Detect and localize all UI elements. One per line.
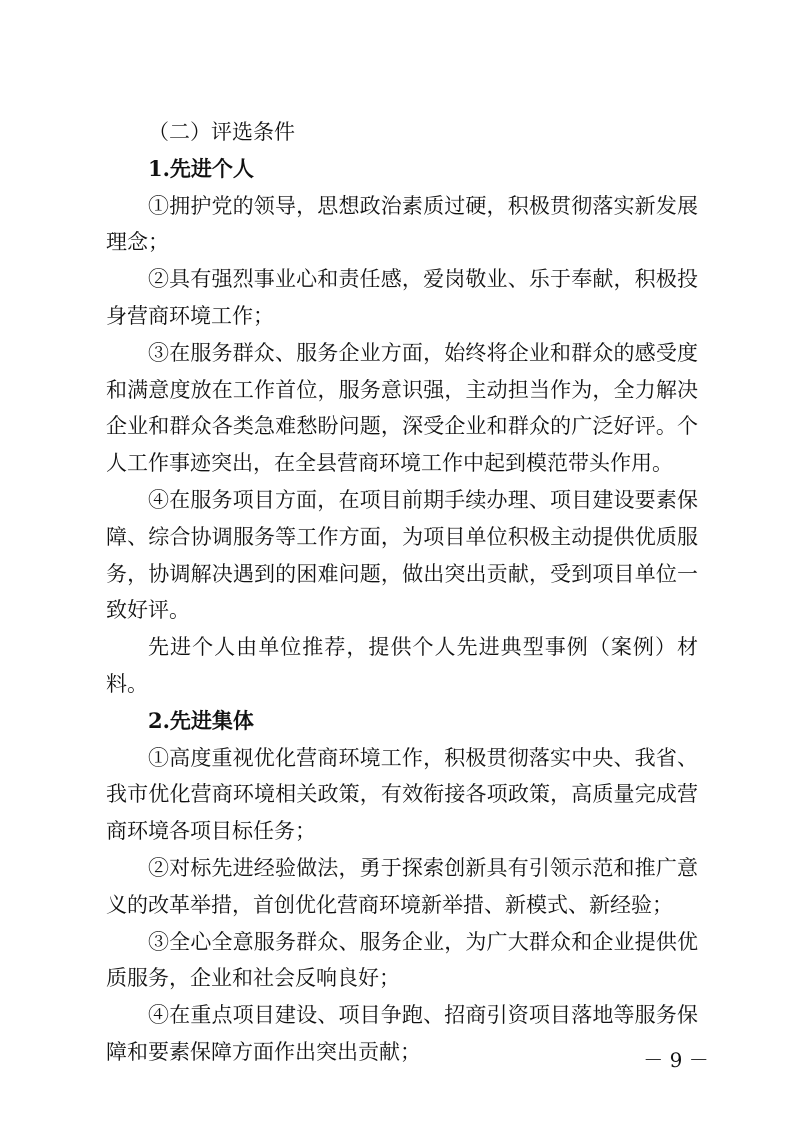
section-heading: （二）评选条件 — [148, 120, 295, 144]
individual-heading: 1.先进个人 — [148, 155, 254, 181]
collective-item-4: ④在重点项目建设、项目争跑、招商引资项目落地等服务保障和要素保障方面作出突出贡献； — [106, 1003, 698, 1064]
individual-note: 先进个人由单位推荐，提供个人先进典型事例（案例）材料。 — [106, 635, 698, 696]
page-number: － 9 － — [643, 1048, 709, 1072]
individual-item-2: ②具有强烈事业心和责任感，爱岗敬业、乐于奉献，积极投身营商环境工作； — [106, 267, 698, 328]
collective-item-3: ③全心全意服务群众、服务企业，为广大群众和企业提供优质服务，企业和社会反响良好； — [106, 929, 698, 991]
individual-item-1: ①拥护党的领导，思想政治素质过硬，积极贯彻落实新发展理念； — [106, 193, 698, 255]
document-body — [106, 114, 698, 1071]
collective-heading: 2.先进集体 — [148, 707, 254, 733]
collective-item-1: ①高度重视优化营商环境工作，积极贯彻落实中央、我省、我市优化营商环境相关政策，有效衔接各项政策，高质量完成营商环境各项目标任务； — [106, 745, 698, 844]
collective-item-2: ②对标先进经验做法，勇于探索创新具有引领示范和推广意义的改革举措，首创优化营商环境新举措、新模式、新经验； — [106, 855, 698, 917]
individual-item-3: ③在服务群众、服务企业方面，始终将企业和群众的感受度和满意度放在工作首位，服务意识强，主动担当作为，全力解决企业和群众各类急难愁盼问题，深受企业和群众的广泛好评。个人工作事迹突出，在全县营商环境工作中起到模范带头作用。 — [106, 340, 698, 476]
individual-item-4: ④在服务项目方面，在项目前期手续办理、项目建设要素保障、综合协调服务等工作方面，为项目单位积极主动提供优质服务，协调解决遇到的困难问题，做出突出贡献，受到项目单位一致好评。 — [106, 487, 698, 623]
